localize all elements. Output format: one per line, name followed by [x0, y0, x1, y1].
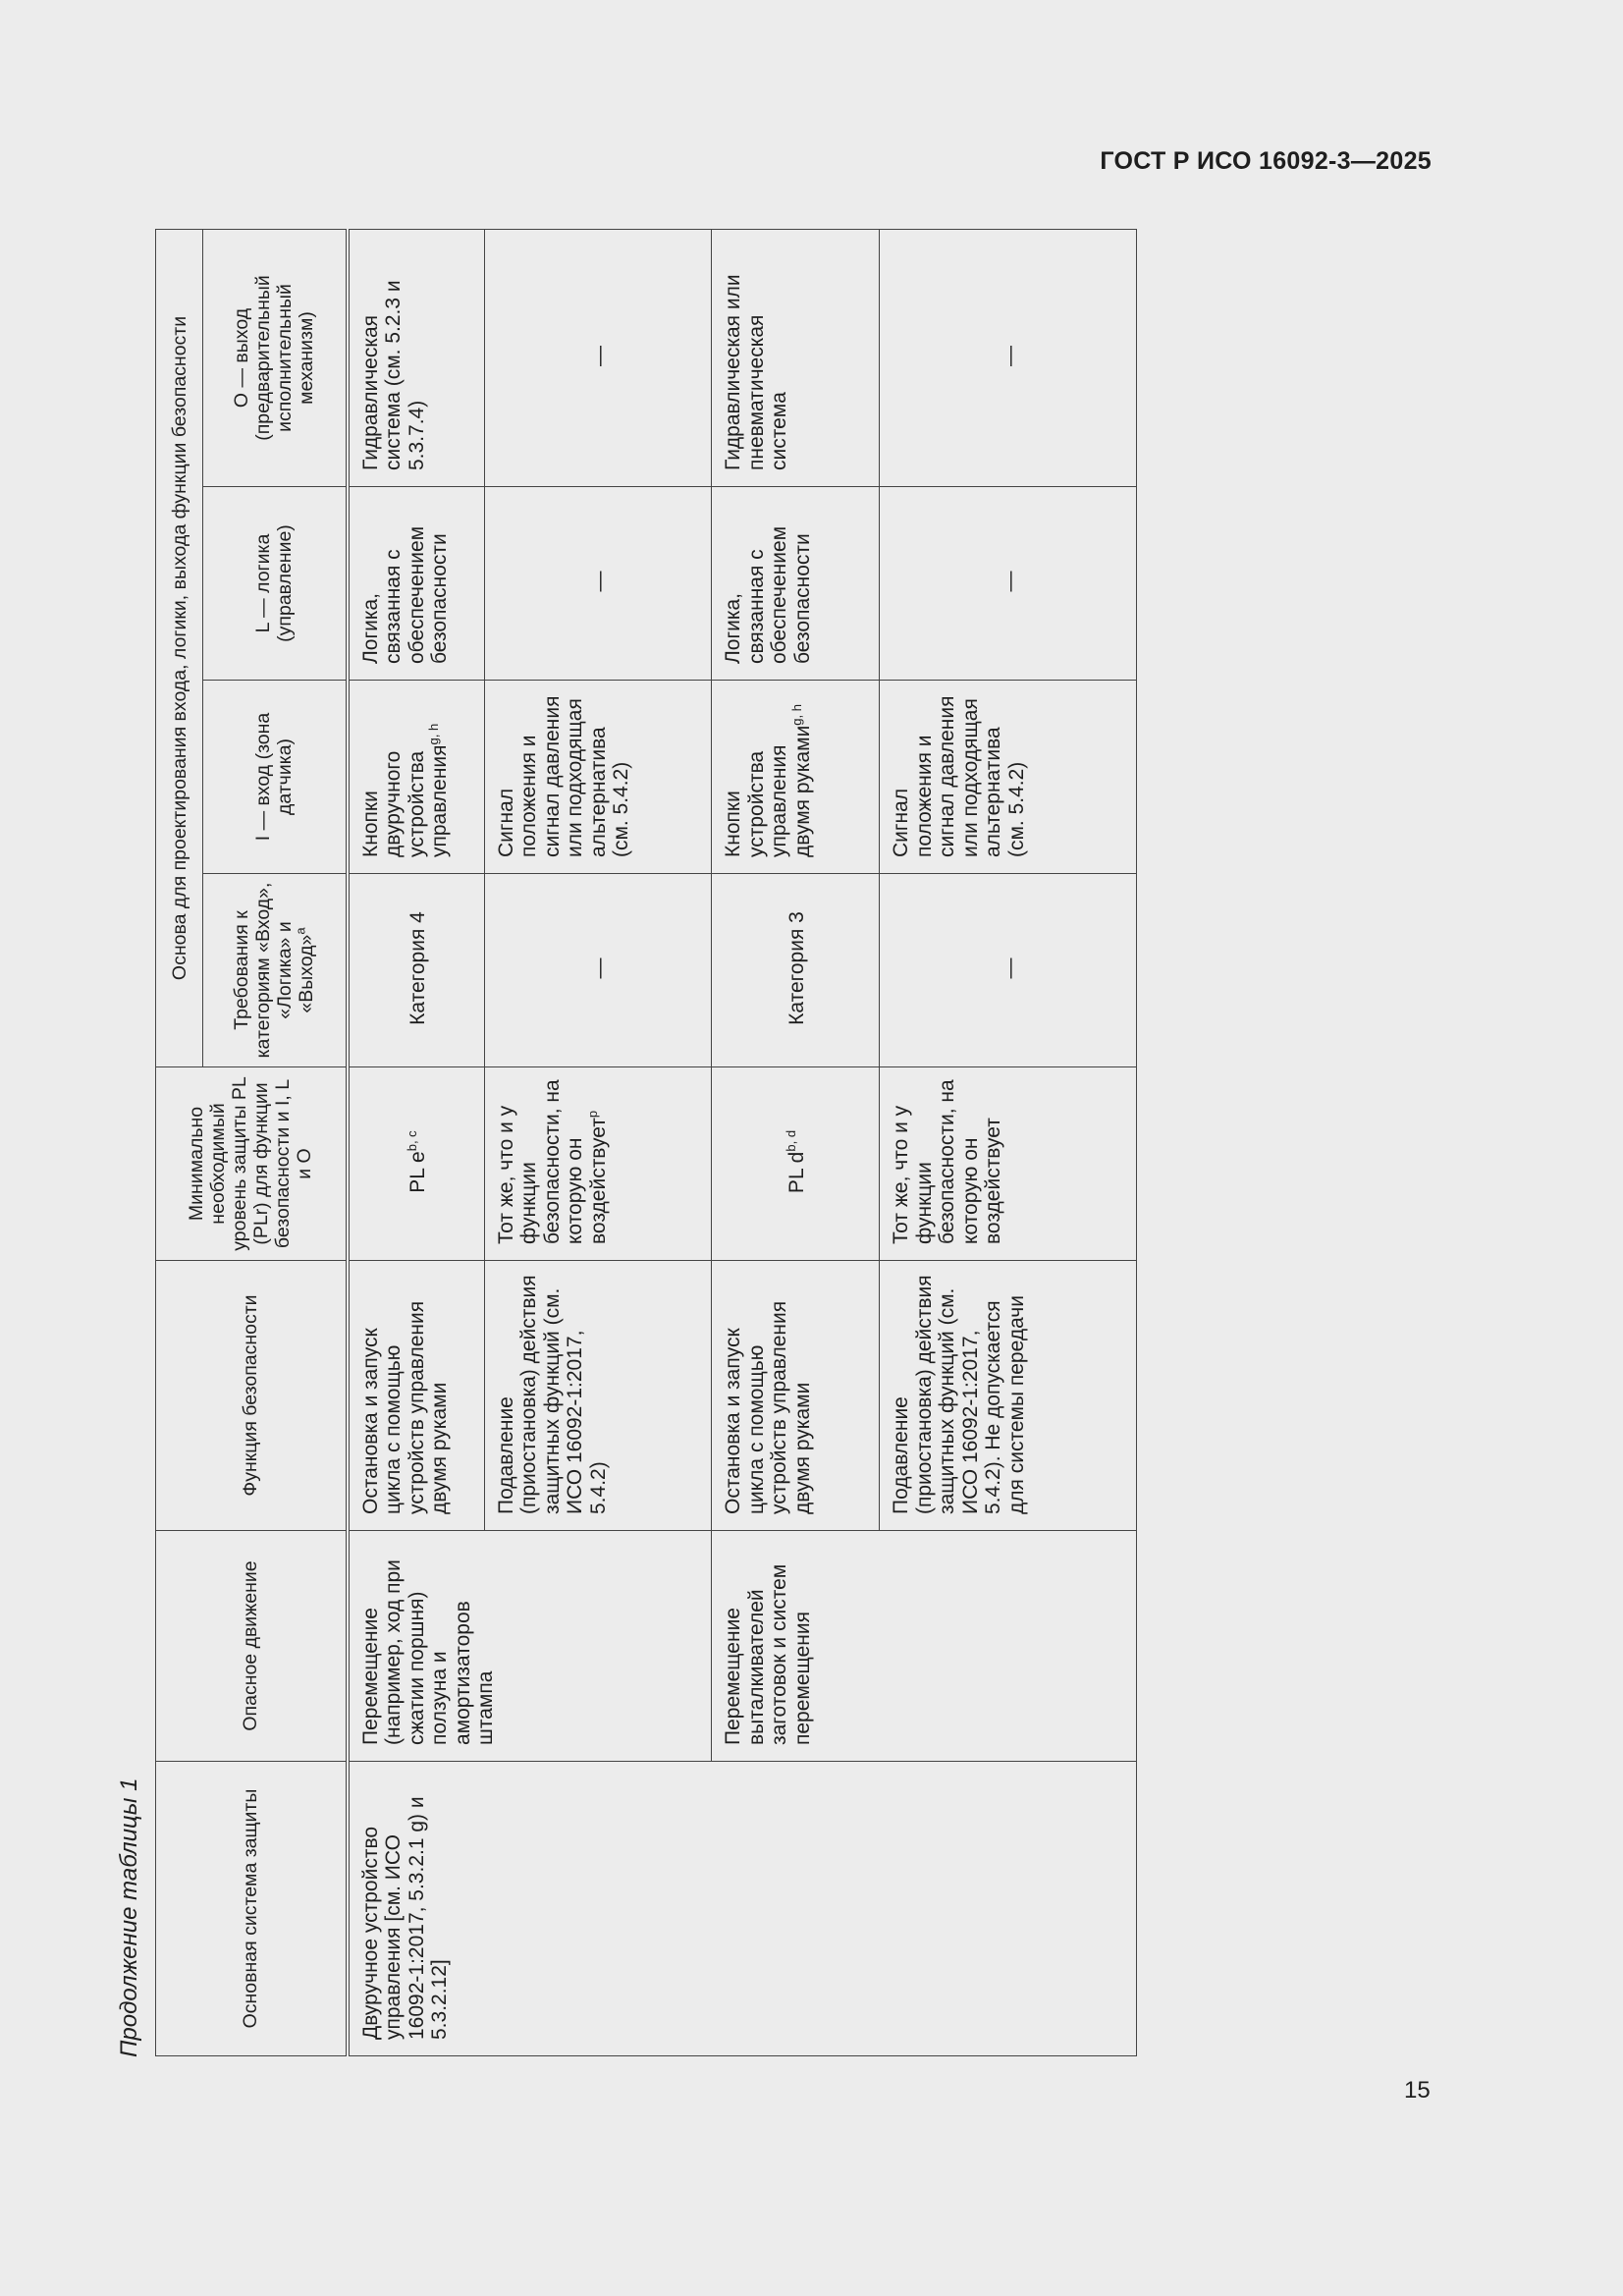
plr-cell: Тот же, что и у функции безопасности, на которую он воздействует$^p$: [484, 1067, 711, 1261]
standard-header: ГОСТ Р ИСО 16092-3—2025: [1100, 147, 1432, 175]
header-system: Основная система защиты: [156, 1762, 348, 2056]
output-cell: Гидравлическая система (см. 5.2.3 и 5.3.7.4): [348, 229, 485, 486]
input-cell: Сигнал положения и сигнал давления или подходящая альтернатива (см. 5.4.2): [880, 681, 1137, 874]
function-cell: Подавление (приостановка) действия защитных функций (см. ИСО 16092-1:2017, 5.4.2): [484, 1261, 711, 1531]
output-cell: Гидравлическая или пневматическая система: [712, 229, 880, 486]
hazard-cell: Перемещение (например, ход при сжатии поршня) ползуна и амортизаторов штампа: [348, 1531, 712, 1762]
table-caption: Продолжение таблицы 1: [116, 1777, 142, 2057]
plr-cell: Тот же, что и у функции безопасности, на которую он воздействует: [880, 1067, 1137, 1261]
header-hazard: Опасное движение: [156, 1531, 348, 1762]
category-cell: Категория 3: [712, 874, 880, 1067]
logic-cell: —: [484, 487, 711, 681]
header-output: O — выход (предварительный исполнительный механизм): [203, 229, 348, 486]
plr-cell: PL $d^{b, d}$: [712, 1067, 880, 1261]
logic-cell: Логика, связанная с обеспечением безопасности: [712, 487, 880, 681]
function-cell: Остановка и запуск цикла с помощью устройств управления двумя руками: [348, 1261, 485, 1531]
output-cell: —: [880, 229, 1137, 486]
function-cell: Подавление (приостановка) действия защитных функций (см. ИСО 16092-1:2017, 5.4.2). Не допускается для системы передачи: [880, 1261, 1137, 1531]
header-plr: Минимально необходимый уровень защиты PL (PLr) для функции безопасности и I, L и O: [156, 1067, 348, 1261]
function-cell: Остановка и запуск цикла с помощью устройств управления двумя руками: [712, 1261, 880, 1531]
header-function: Функция безопасности: [156, 1261, 348, 1531]
category-cell: Категория 4: [348, 874, 485, 1067]
system-cell: Двуручное устройство управления [см. ИСО 16092-1:2017, 5.3.2.1 g) и 5.3.2.12]: [348, 1762, 1137, 2056]
output-cell: —: [484, 229, 711, 486]
header-input: I — вход (зона датчика): [203, 681, 348, 874]
category-cell: —: [484, 874, 711, 1067]
header-category-req: Требования к категориям «Вход», «Логика» и «Выход»$^a$: [203, 874, 348, 1067]
table-row: [348, 229, 485, 2055]
logic-cell: —: [880, 487, 1137, 681]
input-cell: Сигнал положения и сигнал давления или подходящая альтернатива (см. 5.4.2): [484, 681, 711, 874]
hazard-cell: Перемещение выталкивателей заготовок и систем перемещения: [712, 1531, 1137, 1762]
safety-functions-table: [155, 229, 1137, 2056]
plr-cell: PL $e^{b, c}$: [348, 1067, 485, 1261]
category-cell: —: [880, 874, 1137, 1067]
input-cell: Кнопки двуручного устройства управления$^{g, h}$: [348, 681, 485, 874]
rotated-table-wrapper: [155, 230, 1137, 2056]
logic-cell: Логика, связанная с обеспечением безопасности: [348, 487, 485, 681]
page-number: 15: [1404, 2077, 1431, 2104]
header-basis-group: Основа для проектирования входа, логики, выхода функции безопасности: [156, 229, 203, 1066]
header-logic: L — логика (управление): [203, 487, 348, 681]
input-cell: Кнопки устройства управления двумя руками$^{g, h}$: [712, 681, 880, 874]
